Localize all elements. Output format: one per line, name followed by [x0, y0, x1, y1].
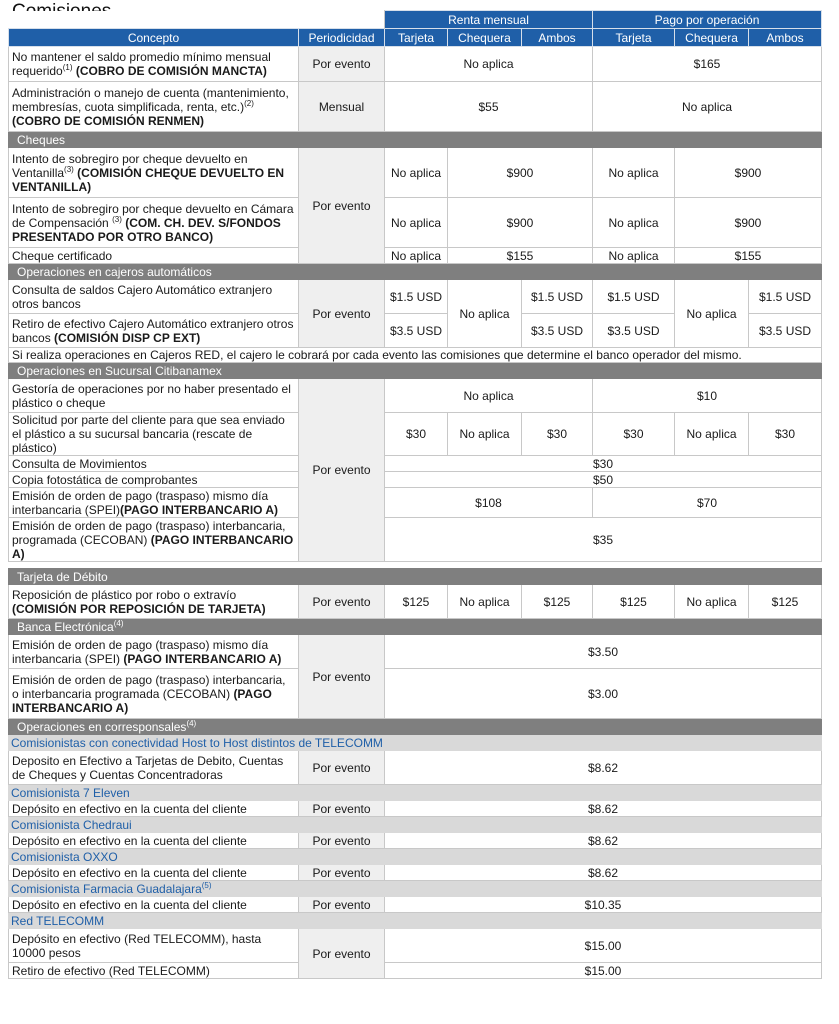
value-cell: No aplica [448, 413, 522, 456]
period-cell: Por evento [299, 585, 385, 619]
header-pago-ambos: Ambos [749, 29, 822, 47]
value-cell: $165 [593, 47, 822, 82]
subsection-header [9, 817, 822, 833]
subsection-title: Comisionista OXXO [9, 849, 822, 865]
concept-cell [9, 82, 299, 132]
header-group-row [9, 11, 822, 29]
table-row [9, 518, 822, 562]
header-pago-por-operacion: Pago por operación [593, 11, 822, 29]
subsection-title-text: Comisionista Farmacia Guadalajara [11, 881, 202, 896]
section-title [9, 719, 822, 735]
section-title [9, 619, 822, 635]
footnote-ref: (3) [64, 164, 74, 174]
value-cell: No aplica [385, 198, 448, 248]
value-cell: $30 [385, 456, 822, 472]
concept-cell: Depósito en efectivo (Red TELECOMM), hasta 10000 pesos [9, 929, 299, 963]
subsection-header [9, 849, 822, 865]
header-renta-chequera: Chequera [448, 29, 522, 47]
value-cell: No aplica [593, 248, 675, 264]
footnote-ref: (3) [112, 214, 122, 224]
section-title: Cheques [9, 132, 822, 148]
period-cell: Por evento [299, 929, 385, 979]
table-row [9, 669, 822, 719]
header-renta-ambos: Ambos [522, 29, 593, 47]
concept-text: Reposición de plástico por robo o extravío [12, 587, 237, 602]
value-cell: $15.00 [385, 963, 822, 979]
concept-cell: Copia fotostática de comprobantes [9, 472, 299, 488]
value-cell: No aplica [675, 413, 749, 456]
value-cell: $3.5 USD [385, 314, 448, 348]
subsection-header [9, 785, 822, 801]
header-blank [9, 11, 299, 29]
subsection-title: Comisionistas con conectividad Host to Host distintos de TELECOMM [9, 735, 822, 751]
value-cell: $125 [749, 585, 822, 619]
concept-cell: Gestoría de operaciones por no haber presentado el plástico o cheque [9, 379, 299, 413]
subsection-header [9, 881, 822, 897]
value-cell: No aplica [448, 280, 522, 348]
value-cell: No aplica [675, 280, 749, 348]
concept-cell [9, 148, 299, 198]
concept-text: Intento de sobregiro por cheque devuelto en Ventanilla [12, 151, 248, 180]
table-row [9, 198, 822, 248]
concept-code: (COMISIÓN DISP CP EXT) [54, 330, 201, 345]
value-cell: $8.62 [385, 751, 822, 785]
header-renta-tarjeta: Tarjeta [385, 29, 448, 47]
header-pago-chequera: Chequera [675, 29, 749, 47]
concept-cell: Consulta de Movimientos [9, 456, 299, 472]
footnote-ref: (4) [186, 718, 197, 728]
section-title: Tarjeta de Débito [9, 569, 822, 585]
concept-cell: Deposito en Efectivo a Tarjetas de Debito, Cuentas de Cheques y Cuentas Concentradoras [9, 751, 299, 785]
table-row [9, 413, 822, 456]
concept-text: Retiro de efectivo Cajero Automático extranjero otros bancos [12, 316, 294, 345]
concept-code: (COBRO DE COMISIÓN MANCTA) [75, 64, 267, 78]
concept-code: (COM. CH. DEV. S/FONDOS PRESENTADO POR OTRO BANCO) [12, 215, 281, 244]
table-row [9, 897, 822, 913]
subsection-title: Comisionista 7 Eleven [9, 785, 822, 801]
concept-text: No mantener el saldo promedio mínimo mensual requerido [12, 50, 271, 78]
value-cell: $1.5 USD [522, 280, 593, 314]
value-cell: $70 [593, 488, 822, 518]
table-row [9, 585, 822, 619]
value-cell: $30 [522, 413, 593, 456]
concept-cell: Consulta de saldos Cajero Automático extranjero otros bancos [9, 280, 299, 314]
period-cell: Por evento [299, 379, 385, 562]
subsection-title: Comisionista Chedraui [9, 817, 822, 833]
value-cell: No aplica [385, 148, 448, 198]
concept-code: (PAGO INTERBANCARIO A) [12, 686, 272, 715]
value-cell: $125 [522, 585, 593, 619]
value-cell: $8.62 [385, 833, 822, 849]
value-cell: $1.5 USD [385, 280, 448, 314]
concept-text: Emisión de orden de pago (traspaso) mismo día interbancaria (SPEI) [12, 488, 269, 517]
section-header-debito [9, 569, 822, 585]
commissions-table [8, 10, 822, 979]
value-cell: $155 [675, 248, 822, 264]
section-title: Operaciones en Sucursal Citibanamex [9, 363, 822, 379]
period-cell: Por evento [299, 865, 385, 881]
value-cell: $8.62 [385, 801, 822, 817]
header-renta-mensual: Renta mensual [385, 11, 593, 29]
value-cell: No aplica [385, 47, 593, 82]
concept-cell: Depósito en efectivo en la cuenta del cliente [9, 833, 299, 849]
concept-cell: Depósito en efectivo en la cuenta del cliente [9, 897, 299, 913]
table-row [9, 635, 822, 669]
section-header-sucursal [9, 363, 822, 379]
concept-cell [9, 198, 299, 248]
footnote-ref: (4) [113, 618, 124, 628]
concept-code: (COMISIÓN CHEQUE DEVUELTO EN VENTANILLA) [12, 165, 285, 194]
value-cell: $35 [385, 518, 822, 562]
value-cell: $8.62 [385, 865, 822, 881]
concept-cell [9, 585, 299, 619]
concept-text: Administración o manejo de cuenta (mantenimiento, membresías, cuota simplificada, renta, etc.) [12, 85, 289, 114]
value-cell: No aplica [593, 148, 675, 198]
commissions-table-wrapper [8, 10, 821, 979]
period-cell: Por evento [299, 148, 385, 264]
period-cell: Mensual [299, 82, 385, 132]
value-cell: $900 [675, 198, 822, 248]
header-pago-tarjeta: Tarjeta [593, 29, 675, 47]
table-row [9, 148, 822, 198]
value-cell: No aplica [385, 379, 593, 413]
value-cell: $10 [593, 379, 822, 413]
value-cell: No aplica [593, 82, 822, 132]
concept-text: Emisión de orden de pago (traspaso) interbancaria, programada (CECOBAN) [12, 518, 286, 547]
concept-cell: Cheque certificado [9, 248, 299, 264]
concept-cell [9, 47, 299, 82]
value-cell: $3.50 [385, 635, 822, 669]
concept-cell [9, 669, 299, 719]
period-cell: Por evento [299, 897, 385, 913]
table-row [9, 248, 822, 264]
period-cell: Por evento [299, 801, 385, 817]
value-cell: No aplica [448, 585, 522, 619]
value-cell: $155 [448, 248, 593, 264]
table-row [9, 280, 822, 314]
value-cell: No aplica [385, 248, 448, 264]
table-row [9, 929, 822, 963]
note-row [9, 348, 822, 363]
period-cell: Por evento [299, 751, 385, 785]
section-header-cheques [9, 132, 822, 148]
subsection-header [9, 735, 822, 751]
value-cell: $3.5 USD [593, 314, 675, 348]
value-cell: $3.5 USD [522, 314, 593, 348]
concept-text: Intento de sobregiro por cheque devuelto en Cámara de Compensación [12, 201, 294, 230]
spacer [9, 562, 822, 569]
value-cell: $15.00 [385, 929, 822, 963]
value-cell: $55 [385, 82, 593, 132]
section-title: Operaciones en cajeros automáticos [9, 264, 822, 280]
table-row [9, 751, 822, 785]
subsection-title [9, 881, 822, 897]
period-cell: Por evento [299, 47, 385, 82]
period-cell: Por evento [299, 635, 385, 719]
concept-code: (PAGO INTERBANCARIO A) [120, 502, 279, 517]
header-concepto: Concepto [9, 29, 299, 47]
value-cell: $30 [385, 413, 448, 456]
concept-code: (PAGO INTERBANCARIO A) [123, 651, 282, 666]
section-title-text: Banca Electrónica [17, 619, 114, 634]
table-row [9, 801, 822, 817]
table-row [9, 963, 822, 979]
footnote-ref: (1) [62, 63, 73, 72]
concept-cell: Solicitud por parte del cliente para que sea enviado el plástico a su sucursal bancaria (rescate de plástico) [9, 413, 299, 456]
section-title-text: Operaciones en corresponsales [17, 719, 187, 734]
value-cell: $10.35 [385, 897, 822, 913]
value-cell: $900 [448, 148, 593, 198]
concept-text: Emisión de orden de pago (traspaso) interbancaria, o interbancaria programada (CECOBAN) [12, 672, 286, 701]
value-cell: $1.5 USD [593, 280, 675, 314]
concept-cell: Depósito en efectivo en la cuenta del cliente [9, 801, 299, 817]
value-cell: $108 [385, 488, 593, 518]
subsection-title: Red TELECOMM [9, 913, 822, 929]
concept-cell [9, 635, 299, 669]
footnote-ref: (2) [244, 98, 254, 108]
value-cell: $900 [448, 198, 593, 248]
table-row [9, 82, 822, 132]
section-header-cajeros [9, 264, 822, 280]
header-row [9, 29, 822, 47]
footnote-ref: (5) [201, 880, 212, 890]
header-blank [299, 11, 385, 29]
section-header-corresponsales [9, 719, 822, 735]
table-row [9, 456, 822, 472]
concept-code: (PAGO INTERBANCARIO A) [12, 532, 294, 561]
concept-text: Emisión de orden de pago (traspaso) mismo día interbancaria (SPEI) [12, 637, 269, 666]
value-cell: $125 [385, 585, 448, 619]
period-cell: Por evento [299, 833, 385, 849]
concept-cell [9, 314, 299, 348]
subsection-header [9, 913, 822, 929]
concept-cell [9, 488, 299, 518]
value-cell: No aplica [593, 198, 675, 248]
value-cell: $3.5 USD [749, 314, 822, 348]
spacer-row [9, 562, 822, 569]
concept-cell [9, 518, 299, 562]
value-cell: $30 [593, 413, 675, 456]
section-header-banca [9, 619, 822, 635]
table-row [9, 472, 822, 488]
period-cell: Por evento [299, 280, 385, 348]
table-row [9, 379, 822, 413]
table-row [9, 833, 822, 849]
table-row [9, 47, 822, 82]
value-cell: $900 [675, 148, 822, 198]
value-cell: $3.00 [385, 669, 822, 719]
cajeros-note: Si realiza operaciones en Cajeros RED, el cajero le cobrará por cada evento las comisiones que determine el banco operador del mismo. [9, 348, 822, 363]
table-row [9, 865, 822, 881]
value-cell: $1.5 USD [749, 280, 822, 314]
value-cell: $30 [749, 413, 822, 456]
concept-cell: Depósito en efectivo en la cuenta del cliente [9, 865, 299, 881]
concept-code: (COBRO DE COMISIÓN RENMEN) [12, 113, 204, 128]
value-cell: No aplica [675, 585, 749, 619]
concept-cell: Retiro de efectivo (Red TELECOMM) [9, 963, 299, 979]
concept-code: (COMISIÓN POR REPOSICIÓN DE TARJETA) [12, 601, 266, 616]
header-periodicidad: Periodicidad [299, 29, 385, 47]
value-cell: $50 [385, 472, 822, 488]
value-cell: $125 [593, 585, 675, 619]
table-row [9, 488, 822, 518]
